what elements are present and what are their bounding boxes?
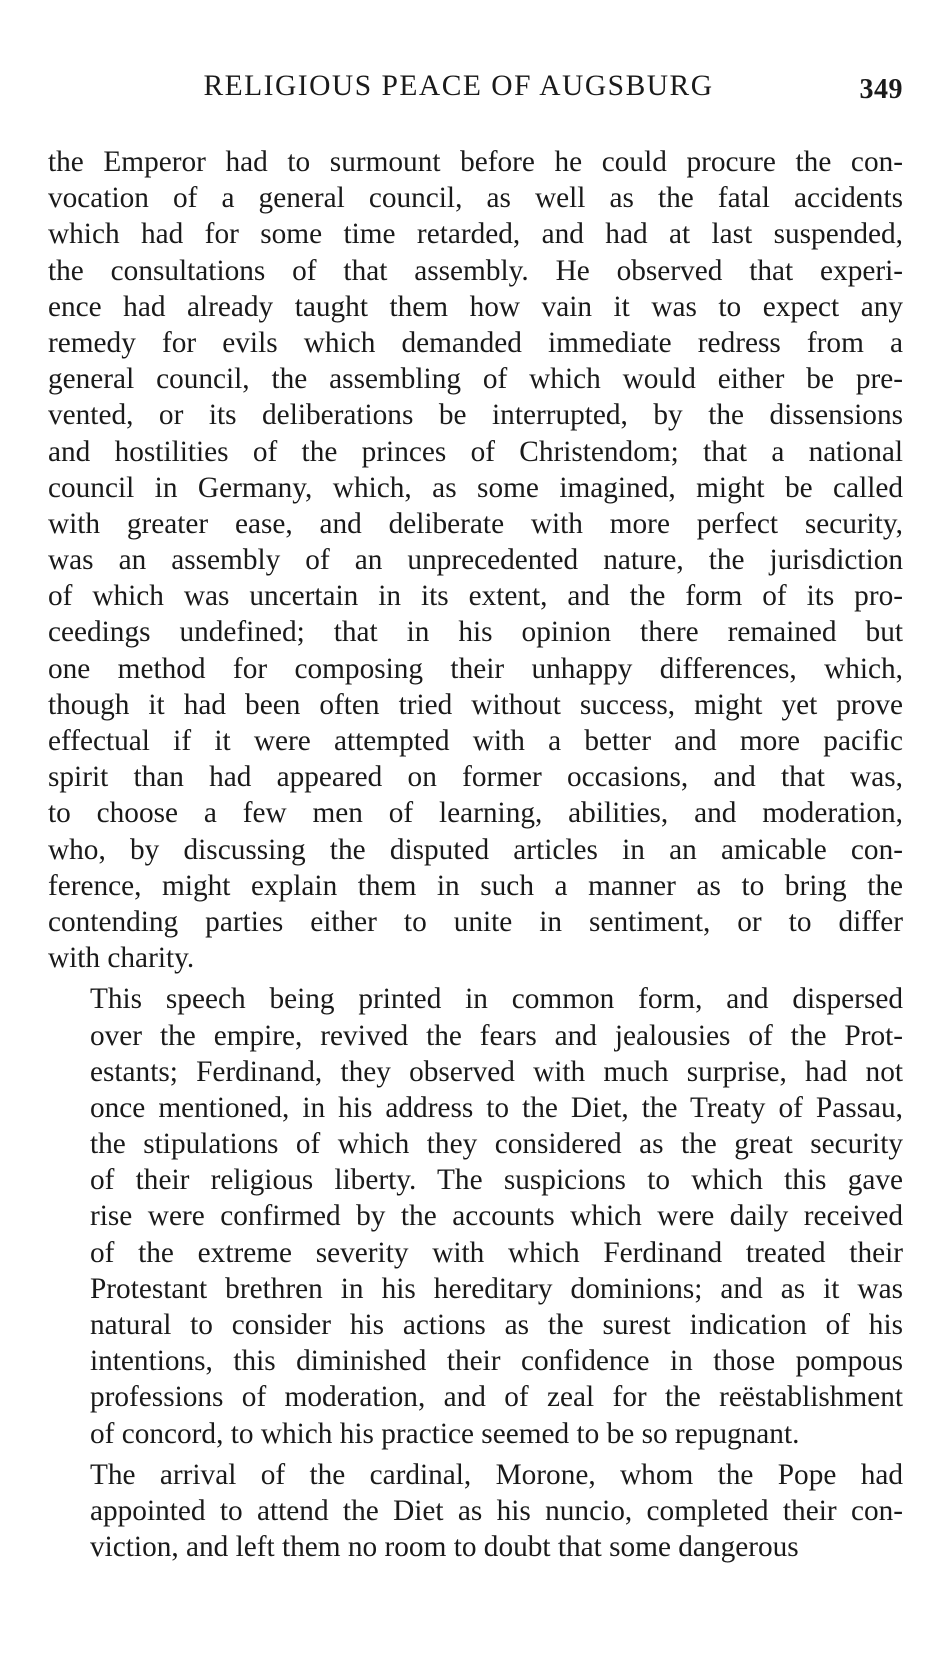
paragraph-3 xyxy=(48,1457,903,1566)
text-line: contending parties either to unite in sentiment, or to differ xyxy=(48,905,903,938)
text-line: general council, the assembling of which would either be pre- xyxy=(48,363,903,396)
text-line: though it had been often tried without success, might yet prove xyxy=(48,688,903,721)
text-line: This speech being printed in common form, and dispersed xyxy=(90,983,903,1016)
text-line: viction, and left them no room to doubt that some dangerous xyxy=(90,1531,799,1564)
text-line: one method for composing their unhappy differences, which, xyxy=(48,652,903,685)
text-line: the stipulations of which they considered as the great security xyxy=(90,1128,903,1161)
text-line: ceedings undefined; that in his opinion there remained but xyxy=(48,616,903,649)
text-line: appointed to attend the Diet as his nuncio, completed their con- xyxy=(90,1494,903,1527)
text-line: the Emperor had to surmount before he could procure the con- xyxy=(48,146,903,178)
text-line: natural to consider his actions as the surest indication of his xyxy=(90,1309,903,1341)
text-line: was an assembly of an unprecedented nature, the jurisdiction xyxy=(48,544,903,577)
text-line: estants; Ferdinand, they observed with much surprise, had not xyxy=(90,1055,903,1088)
text-line: intentions, this diminished their confidence in those pompous xyxy=(90,1345,903,1378)
text-line: professions of moderation, and of zeal for the reëstablishment xyxy=(90,1381,903,1414)
text-line: council in Germany, which, as some imagined, might be called xyxy=(48,471,903,504)
body-text xyxy=(48,144,903,1565)
text-line: which had for some time retarded, and had at last suspended, xyxy=(48,218,903,251)
text-line: of concord, to which his practice seemed to be so repugnant. xyxy=(90,1417,800,1450)
text-line: spirit than had appeared on former occasions, and that was, xyxy=(48,761,903,794)
text-line: over the empire, revived the fears and jealousies of the Prot- xyxy=(90,1019,903,1052)
text-line: of the extreme severity with which Ferdinand treated their xyxy=(90,1236,903,1269)
text-line: once mentioned, in his address to the Diet, the Treaty of Passau, xyxy=(90,1091,903,1124)
page-number: 349 xyxy=(859,74,903,105)
text-line: ence had already taught them how vain it was to expect any xyxy=(48,290,903,323)
paragraph-1 xyxy=(48,144,903,976)
text-line: Protestant brethren in his hereditary dominions; and as it was xyxy=(90,1272,903,1305)
text-line: who, by discussing the disputed articles in an amicable con- xyxy=(48,833,903,866)
text-line: and hostilities of the princes of Christendom; that a national xyxy=(48,435,903,468)
text-line: vented, or its deliberations be interrupted, by the dissensions xyxy=(48,399,903,432)
text-line: of their religious liberty. The suspicions to which this gave xyxy=(90,1164,903,1197)
text-line: rise were confirmed by the accounts which were daily received xyxy=(90,1200,903,1233)
text-line: vocation of a general council, as well as the fatal accidents xyxy=(48,182,903,215)
running-head xyxy=(48,70,903,114)
text-line: The arrival of the cardinal, Morone, whom the Pope had xyxy=(90,1458,903,1491)
text-line: with greater ease, and deliberate with more perfect security, xyxy=(48,507,903,540)
text-line: effectual if it were attempted with a better and more pacific xyxy=(48,725,903,757)
text-line: remedy for evils which demanded immediate redress from a xyxy=(48,326,903,359)
paragraph-2 xyxy=(48,981,903,1451)
book-page xyxy=(48,70,903,1565)
text-line: to choose a few men of learning, abilities, and moderation, xyxy=(48,797,903,830)
text-line: with charity. xyxy=(48,942,195,975)
running-title: RELIGIOUS PEACE OF AUGSBURG xyxy=(203,70,714,102)
text-line: ference, might explain them in such a manner as to bring the xyxy=(48,869,903,902)
text-line: the consultations of that assembly. He observed that experi- xyxy=(48,254,903,287)
text-line: of which was uncertain in its extent, and the form of its pro- xyxy=(48,580,903,613)
